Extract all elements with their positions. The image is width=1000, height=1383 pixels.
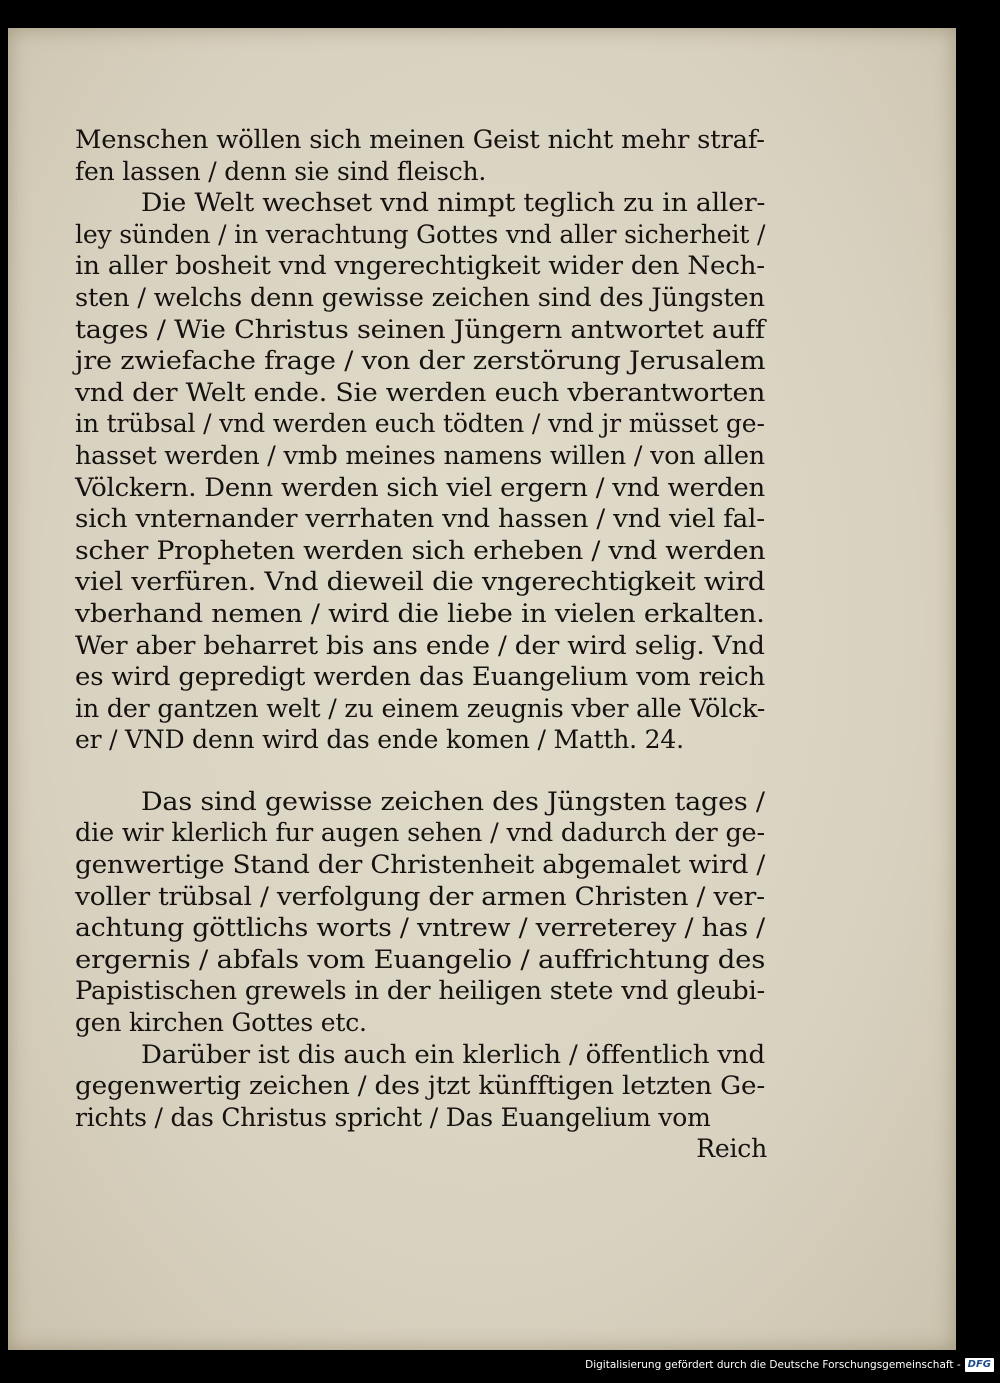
funding-footer: [585, 1355, 994, 1375]
text-line: in trübsal / vnd werden euch tödten / vnd jr müsset ge-: [75, 409, 765, 439]
text-line: die wir klerlich fur augen sehen / vnd dadurch der ge-: [75, 818, 765, 848]
text-line: genwertige Stand der Christenheit abgemalet wird /: [75, 850, 766, 880]
paragraph: [75, 1039, 775, 1134]
text-line: achtung göttlichs worts / vntrew / verreterey / has /: [75, 913, 765, 943]
text-line: richts / das Christus spricht / Das Euangelium vom: [75, 1102, 711, 1132]
page-text: [75, 124, 775, 1165]
text-line: Papistischen grewels in der heiligen stete vnd gleubi-: [75, 976, 766, 1006]
text-line: gegenwertig zeichen / des jtzt künfftigen letzten Ge-: [75, 1071, 766, 1101]
paragraph: [75, 124, 775, 187]
text-line: Menschen wöllen sich meinen Geist nicht mehr straf-: [75, 125, 765, 154]
text-line: sich vnternander verrhaten vnd hassen / vnd viel fal-: [75, 504, 765, 534]
text-line: vnd der Welt ende. Sie werden euch vberantworten: [75, 377, 766, 407]
text-line: Das sind gewisse zeichen des Jüngsten tages /: [141, 786, 765, 816]
paragraph-gap: [75, 756, 775, 786]
funding-note: Digitalisierung gefördert durch die Deutsche Forschungsgemeinschaft -: [585, 1359, 961, 1371]
paragraph: [75, 786, 775, 1039]
text-line: jre zwiefache frage / von der zerstörung Jerusalem: [75, 346, 766, 376]
text-line: es wird gepredigt werden das Euangelium vom reich: [75, 662, 766, 692]
text-line: hasset werden / vmb meines namens willen / von allen: [75, 440, 765, 470]
dfg-logo: DFG: [965, 1358, 994, 1372]
paragraph: [75, 187, 775, 756]
text-line: Die Welt wechset vnd nimpt teglich zu in aller-: [141, 188, 766, 218]
text-line: viel verfüren. Vnd dieweil die vngerechtigkeit wird: [75, 567, 766, 597]
book-page: [8, 28, 956, 1350]
text-line: in der gantzen welt / zu einem zeugnis vber alle Völck-: [75, 693, 766, 723]
text-line: sten / welchs denn gewisse zeichen sind des Jüngsten: [75, 282, 765, 312]
text-line: fen lassen / denn sie sind fleisch.: [75, 156, 487, 186]
text-line: Darüber ist dis auch ein klerlich / öffentlich vnd: [141, 1039, 765, 1069]
text-line: Völckern. Denn werden sich viel ergern / vnd werden: [75, 472, 765, 502]
text-line: ley sünden / in verachtung Gottes vnd aller sicherheit /: [75, 219, 766, 249]
text-line: Wer aber beharret bis ans ende / der wird selig. Vnd: [75, 630, 765, 660]
text-line: tages / Wie Christus seinen Jüngern antwortet auff: [75, 314, 765, 344]
text-line: gen kirchen Gottes etc.: [75, 1008, 367, 1038]
text-line: scher Propheten werden sich erheben / vnd werden: [75, 535, 766, 565]
catchword: Reich: [696, 1134, 767, 1164]
text-line: voller trübsal / verfolgung der armen Christen / ver-: [75, 881, 765, 911]
text-line: ergernis / abfals vom Euangelio / auffrichtung des: [75, 944, 766, 974]
text-line: vberhand nemen / wird die liebe in vielen erkalten.: [75, 598, 765, 628]
text-line: er / VND denn wird das ende komen / Matth. 24.: [75, 725, 684, 755]
text-line: in aller bosheit vnd vngerechtigkeit wider den Nech-: [75, 251, 765, 281]
